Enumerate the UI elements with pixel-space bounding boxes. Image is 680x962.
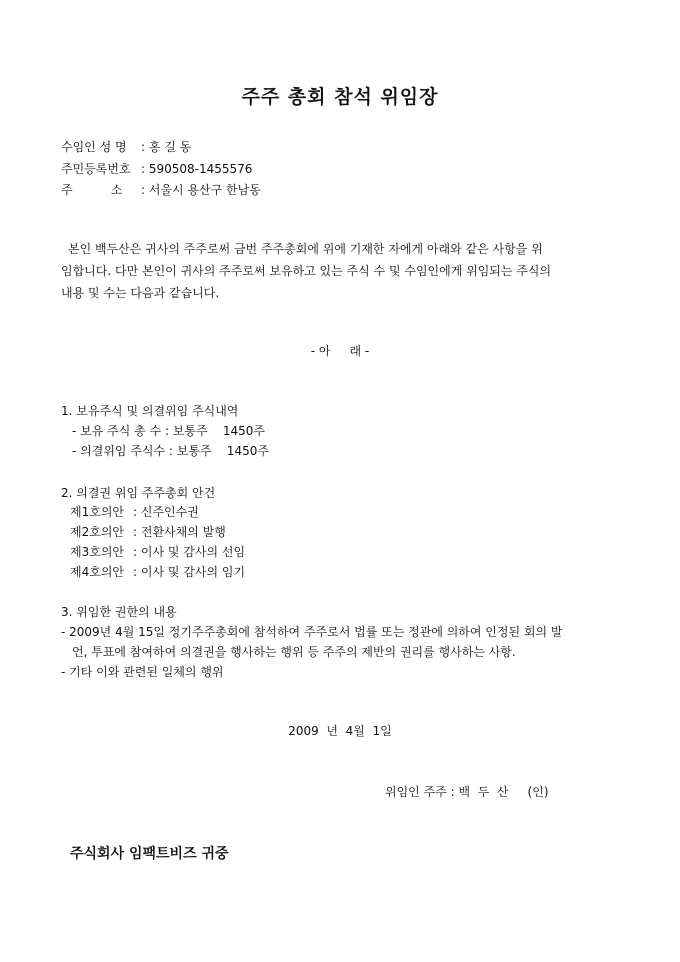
section1-heading: 1. 보유주식 및 의결위임 주식내역: [61, 404, 239, 418]
agenda-code: 제1호의안: [70, 505, 125, 519]
proxy-name-label: 수임인 성 명: [61, 140, 127, 154]
section3-heading: 3. 위임한 권한의 내용: [61, 605, 177, 619]
agenda-text: : 이사 및 감사의 임기: [133, 565, 246, 579]
section3-item-1-line-1: - 2009년 4월 15일 정기주주총회에 참석하여 주주로서 법률 또는 정관에 의하여 인정된 회의 발: [61, 625, 563, 639]
proxy-address-row: [61, 181, 261, 198]
agenda-item: [70, 503, 199, 520]
section1-item-total-shares: - 보유 주식 총 수 : 보통주 1450주: [72, 424, 265, 438]
proxy-id-row: [61, 160, 252, 177]
document-date: 2009 년 4월 1일: [288, 724, 392, 738]
agenda-item: [70, 563, 245, 580]
signer-line: 위임인 주주 : 백 두 산 (인): [385, 785, 549, 799]
proxy-address-value: : 서울시 용산구 한남동: [141, 183, 261, 197]
section1-item-delegated-shares: - 의결위임 주식수 : 보통주 1450주: [72, 444, 269, 458]
document-title: 주주 총회 참석 위임장: [241, 86, 439, 108]
proxy-id-label: 주민등록번호: [61, 162, 131, 176]
agenda-code: 제3호의안: [70, 545, 125, 559]
agenda-code: 제4호의안: [70, 565, 125, 579]
below-marker: - 아 래 -: [310, 344, 370, 358]
agenda-text: : 이사 및 감사의 선임: [133, 545, 246, 559]
section2-heading: 2. 의결권 위임 주주총회 안건: [61, 486, 216, 500]
recipient-company: 주식회사 임팩트비즈 귀중: [70, 846, 229, 862]
proxy-address-label: 주 소: [61, 183, 123, 197]
agenda-code: 제2호의안: [70, 525, 125, 539]
section3-item-2: - 기타 이와 관련된 일체의 행위: [61, 665, 224, 679]
statement-line-1: 본인 백두산은 귀사의 주주로써 금번 주주총회에 위에 기재한 자에게 아래와 같은 사항을 위: [68, 242, 543, 256]
agenda-text: : 신주인수권: [133, 505, 199, 519]
proxy-id-value: : 590508-1455576: [141, 162, 253, 176]
agenda-item: [70, 543, 245, 560]
statement-line-2: 임합니다. 다만 본인이 귀사의 주주로써 보유하고 있는 주식 수 및 수임인에게 위임되는 주식의: [61, 264, 552, 278]
statement-line-3: 내용 및 수는 다음과 같습니다.: [61, 286, 220, 300]
proxy-name-value: : 홍 길 동: [141, 140, 192, 154]
section3-item-1-line-2: 언, 투표에 참여하여 의결권을 행사하는 행위 등 주주의 제반의 권리를 행사하는 사항.: [72, 645, 516, 659]
proxy-name-row: [61, 138, 191, 155]
agenda-item: [70, 523, 226, 540]
agenda-text: : 전환사채의 발행: [133, 525, 226, 539]
